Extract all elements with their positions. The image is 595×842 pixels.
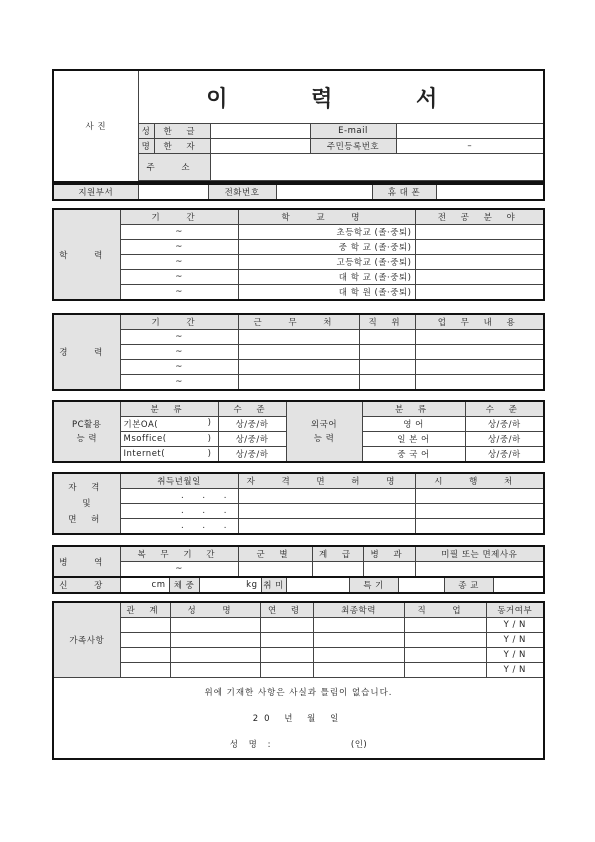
family-job[interactable] — [404, 618, 486, 633]
edu-school[interactable]: 대 학 교 (졸·중퇴) — [238, 270, 415, 285]
date-text[interactable]: 20 년 월 일 — [252, 714, 345, 724]
address-label: 주 소 — [138, 154, 210, 181]
contact-table — [52, 183, 545, 201]
career-duties[interactable] — [415, 375, 544, 391]
family-header-living: 동거여부 — [486, 602, 544, 618]
hobby-field[interactable] — [286, 577, 349, 593]
family-header-education: 최종학력 — [313, 602, 404, 618]
family-living[interactable]: Y / N — [486, 648, 544, 663]
military-header-branch: 군 별 — [238, 546, 312, 562]
pc-header-type: 분 류 — [120, 401, 218, 417]
lang-skill-level[interactable]: 상/중/하 — [465, 417, 544, 432]
military-header-exempt: 미필 또는 면제사유 — [415, 546, 544, 562]
career-table — [52, 313, 545, 391]
lang-header-type: 분 류 — [362, 401, 465, 417]
height-field[interactable]: cm — [120, 577, 169, 593]
pc-skill-name[interactable]: 기본OA( ) — [120, 417, 218, 432]
special-field[interactable] — [398, 577, 444, 593]
lang-skill-label — [286, 401, 362, 462]
rrn-label: 주민등록번호 — [310, 139, 396, 154]
family-age[interactable] — [260, 648, 313, 663]
career-duties[interactable] — [415, 345, 544, 360]
license-date[interactable]: . . . — [120, 489, 238, 504]
family-header-relation: 관 계 — [120, 602, 170, 618]
lang-skill-name: 중 국 어 — [362, 447, 465, 463]
family-job[interactable] — [404, 663, 486, 678]
height-label: 신 장 — [53, 577, 120, 593]
photo-label: 사 진 — [85, 122, 107, 132]
military-branch[interactable] — [238, 562, 312, 578]
family-label: 가족사항 — [53, 602, 120, 678]
pc-skill-label-1: PC활용 — [72, 419, 102, 430]
name-label-1: 성 — [138, 124, 154, 139]
pc-skill-name[interactable]: Internet( ) — [120, 447, 218, 463]
edu-major[interactable] — [415, 240, 544, 255]
edu-school[interactable]: 초등학교 (졸·중퇴) — [238, 225, 415, 240]
family-header-job: 직 업 — [404, 602, 486, 618]
family-job[interactable] — [404, 633, 486, 648]
career-period[interactable]: ~ — [120, 375, 238, 391]
body-info-table — [52, 576, 545, 594]
pc-header-level: 수 준 — [218, 401, 286, 417]
career-company[interactable] — [238, 375, 359, 391]
family-name[interactable] — [170, 663, 260, 678]
career-header-period: 기 간 — [120, 314, 238, 330]
hanja-label: 한 자 — [154, 139, 210, 154]
career-header-company: 근 무 처 — [238, 314, 359, 330]
career-duties[interactable] — [415, 360, 544, 375]
career-company[interactable] — [238, 330, 359, 345]
license-issuer[interactable] — [415, 489, 544, 504]
family-living[interactable]: Y / N — [486, 633, 544, 648]
career-company[interactable] — [238, 345, 359, 360]
career-label: 경 력 — [53, 314, 120, 390]
hanja-name-field[interactable] — [210, 139, 310, 154]
lang-skill-label-1: 외국어 — [310, 419, 338, 430]
license-header-date: 취득년월일 — [120, 473, 238, 489]
career-header-duties: 업 무 내 용 — [415, 314, 544, 330]
pc-skill-level[interactable]: 상/중/하 — [218, 432, 286, 447]
weight-field[interactable]: kg — [199, 577, 261, 593]
license-header-issuer: 시 행 처 — [415, 473, 544, 489]
dept-field[interactable] — [138, 184, 208, 200]
edu-header-period: 기 간 — [120, 209, 238, 225]
education-label: 학 력 — [53, 209, 120, 300]
pc-skill-label — [53, 401, 120, 462]
religion-field[interactable] — [493, 577, 544, 593]
family-education[interactable] — [313, 618, 404, 633]
pc-skill-name[interactable]: Msoffice( ) — [120, 432, 218, 447]
family-relation[interactable] — [120, 648, 170, 663]
page-title: 이 력 서 — [206, 86, 476, 112]
edu-period[interactable]: ~ — [120, 285, 238, 301]
license-issuer[interactable] — [415, 504, 544, 519]
family-education[interactable] — [313, 663, 404, 678]
license-name[interactable] — [238, 489, 415, 504]
email-label: E-mail — [310, 124, 396, 139]
email-field[interactable] — [396, 124, 544, 139]
edu-period[interactable]: ~ — [120, 255, 238, 270]
family-relation[interactable] — [120, 663, 170, 678]
career-company[interactable] — [238, 360, 359, 375]
family-table — [52, 601, 545, 760]
military-header-rank: 계 급 — [312, 546, 363, 562]
religion-label: 종 교 — [444, 577, 493, 593]
military-header-period: 복 무 기 간 — [120, 546, 238, 562]
signature-area — [53, 678, 544, 760]
lang-skill-name: 영 어 — [362, 417, 465, 432]
lang-skill-name: 일 본 어 — [362, 432, 465, 447]
edu-major[interactable] — [415, 270, 544, 285]
license-label — [53, 473, 120, 534]
name-label-2: 명 — [138, 139, 154, 154]
career-position[interactable] — [359, 345, 415, 360]
edu-school[interactable]: 고등학교 (졸·중퇴) — [238, 255, 415, 270]
family-age[interactable] — [260, 618, 313, 633]
career-position[interactable] — [359, 360, 415, 375]
pc-skill-label-2: 능 력 — [76, 433, 98, 444]
education-table — [52, 208, 545, 301]
military-exempt[interactable] — [415, 562, 544, 578]
career-period[interactable]: ~ — [120, 360, 238, 375]
military-period[interactable]: ~ — [120, 562, 238, 578]
edu-period[interactable]: ~ — [120, 270, 238, 285]
family-age[interactable] — [260, 663, 313, 678]
family-education[interactable] — [313, 648, 404, 663]
career-header-position: 직 위 — [359, 314, 415, 330]
license-table — [52, 472, 545, 535]
family-name[interactable] — [170, 618, 260, 633]
license-issuer[interactable] — [415, 519, 544, 535]
mobile-field[interactable] — [436, 184, 544, 200]
military-label: 병 역 — [53, 546, 120, 577]
skills-table — [52, 400, 545, 463]
edu-school[interactable]: 대 학 원 (졸·중퇴) — [238, 285, 415, 301]
family-job[interactable] — [404, 648, 486, 663]
military-table — [52, 545, 545, 578]
mobile-label: 휴 대 폰 — [372, 184, 436, 200]
career-duties[interactable] — [415, 330, 544, 345]
military-corps[interactable] — [363, 562, 415, 578]
hangul-label: 한 글 — [154, 124, 210, 139]
family-relation[interactable] — [120, 618, 170, 633]
hangul-name-field[interactable] — [210, 124, 310, 139]
family-education[interactable] — [313, 633, 404, 648]
license-label-1: 자 격 — [68, 482, 106, 493]
seal-text: (인) — [350, 740, 368, 750]
family-living[interactable]: Y / N — [486, 618, 544, 633]
special-label: 특 기 — [349, 577, 398, 593]
family-header-name: 성 명 — [170, 602, 260, 618]
lang-header-level: 수 준 — [465, 401, 544, 417]
license-date[interactable]: . . . — [120, 504, 238, 519]
sign-label: 성 명 : — [229, 740, 275, 750]
edu-major[interactable] — [415, 225, 544, 240]
career-period[interactable]: ~ — [120, 345, 238, 360]
hobby-label: 취 미 — [261, 577, 286, 593]
license-label-3: 면 허 — [68, 514, 106, 525]
family-living[interactable]: Y / N — [486, 663, 544, 678]
family-name[interactable] — [170, 633, 260, 648]
dept-label: 지원부서 — [53, 184, 138, 200]
career-position[interactable] — [359, 330, 415, 345]
pc-skill-level[interactable]: 상/중/하 — [218, 417, 286, 432]
lang-skill-level[interactable]: 상/중/하 — [465, 447, 544, 463]
family-relation[interactable] — [120, 633, 170, 648]
family-header-age: 연 령 — [260, 602, 313, 618]
edu-header-major: 전 공 분 야 — [415, 209, 544, 225]
edu-major[interactable] — [415, 285, 544, 301]
license-label-2: 및 — [82, 498, 92, 509]
edu-major[interactable] — [415, 255, 544, 270]
license-header-name: 자 격 면 허 명 — [238, 473, 415, 489]
military-rank[interactable] — [312, 562, 363, 578]
career-position[interactable] — [359, 375, 415, 391]
edu-period[interactable]: ~ — [120, 225, 238, 240]
lang-skill-label-2: 능 력 — [313, 433, 335, 444]
edu-period[interactable]: ~ — [120, 240, 238, 255]
license-name[interactable] — [238, 504, 415, 519]
family-age[interactable] — [260, 633, 313, 648]
license-name[interactable] — [238, 519, 415, 535]
license-date[interactable]: . . . — [120, 519, 238, 535]
statement-text: 위에 기재한 사항은 사실과 틀림이 없습니다. — [204, 688, 393, 698]
family-name[interactable] — [170, 648, 260, 663]
phone-field[interactable] — [276, 184, 372, 200]
lang-skill-level[interactable]: 상/중/하 — [465, 432, 544, 447]
weight-label: 체 중 — [169, 577, 199, 593]
career-period[interactable]: ~ — [120, 330, 238, 345]
pc-skill-level[interactable]: 상/중/하 — [218, 447, 286, 463]
address-field[interactable] — [210, 154, 544, 181]
personal-info-table — [52, 69, 545, 183]
military-header-corps: 병 과 — [363, 546, 415, 562]
photo-box[interactable] — [53, 70, 138, 182]
edu-header-school: 학 교 명 — [238, 209, 415, 225]
edu-school[interactable]: 중 학 교 (졸·중퇴) — [238, 240, 415, 255]
rrn-field[interactable]: – — [396, 139, 544, 154]
phone-label: 전화번호 — [208, 184, 276, 200]
